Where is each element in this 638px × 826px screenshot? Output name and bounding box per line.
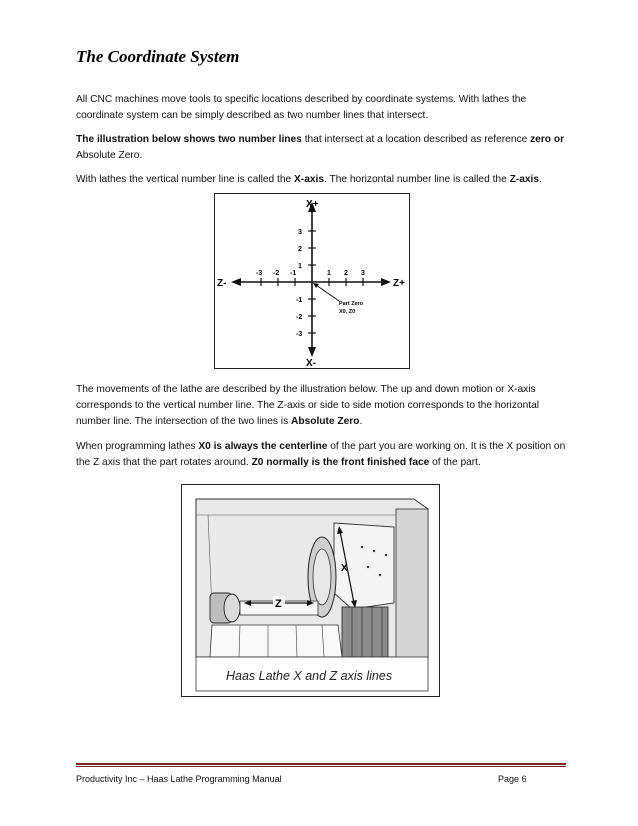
intro-paragraph bbox=[76, 92, 566, 124]
axes-text-2: . The horizontal number line is called the bbox=[324, 174, 510, 185]
footer-rule-thin bbox=[76, 766, 566, 767]
x-tick-label-neg3: -3 bbox=[296, 331, 303, 338]
x-axis-label: X bbox=[341, 563, 348, 574]
housing-bolt bbox=[379, 574, 381, 576]
x-tick-label-3: 3 bbox=[298, 229, 302, 236]
part-zero-label: Part Zero bbox=[339, 301, 364, 307]
number-lines-text: that intersect at a location described as reference bbox=[301, 134, 531, 145]
lathe-illustration bbox=[182, 485, 439, 696]
coordinate-diagram-figure bbox=[214, 193, 410, 369]
z-axis-bold: Z-axis bbox=[509, 174, 540, 185]
coordinate-diagram bbox=[215, 194, 409, 368]
z-minus-arrow bbox=[231, 278, 241, 286]
lathe-caption: Haas Lathe X and Z axis lines bbox=[226, 669, 393, 683]
lathe-door-panel bbox=[396, 509, 428, 659]
programming-text-1: When programming lathes bbox=[76, 441, 199, 452]
housing-bolt bbox=[385, 554, 387, 556]
x-tick-label-neg1: -1 bbox=[296, 297, 303, 304]
x-tick-label-neg2: -2 bbox=[296, 314, 303, 321]
x-minus-label: X- bbox=[306, 358, 316, 368]
tool-turret bbox=[342, 607, 388, 657]
z-plus-label: Z+ bbox=[393, 278, 405, 289]
number-lines-bold: The illustration below shows two number lines bbox=[76, 134, 302, 145]
page-title: The Coordinate System bbox=[76, 47, 240, 66]
z-tick-label-2: 2 bbox=[344, 270, 348, 277]
absolute-zero-text: Absolute Zero. bbox=[76, 150, 143, 161]
intro-text: All CNC machines move tools to specific locations described by coordinate systems. With lathes the coordinate system can be simply described as two number lines that intersect. bbox=[76, 94, 527, 121]
absolute-zero-bold: Absolute Zero bbox=[291, 416, 360, 427]
x-minus-arrow bbox=[308, 347, 316, 357]
housing-bolt bbox=[367, 566, 369, 568]
number-lines-paragraph bbox=[76, 132, 566, 164]
programming-text-2: of the part you are working on. It is the X position on the Z axis that the part rotates around. bbox=[76, 441, 566, 468]
axes-text-1: With lathes the vertical number line is called the bbox=[76, 174, 295, 185]
programming-text-3: of the part. bbox=[429, 457, 481, 468]
footer-page-number: Page 6 bbox=[498, 774, 527, 784]
z-tick-label-neg3: -3 bbox=[256, 270, 263, 277]
z-axis-label: Z bbox=[275, 598, 282, 610]
z-plus-arrow bbox=[381, 278, 391, 286]
part-zero-arrowhead bbox=[313, 283, 319, 288]
z-tick-label-3: 3 bbox=[361, 270, 365, 277]
x0-centerline-bold: X0 is always the centerline bbox=[198, 441, 328, 452]
movements-end: . bbox=[359, 416, 363, 427]
programming-paragraph bbox=[76, 439, 566, 471]
lathe-illustration-figure bbox=[181, 484, 440, 697]
z0-face-bold: Z0 normally is the front finished face bbox=[251, 457, 430, 468]
zero-or-bold: zero or bbox=[530, 134, 565, 145]
z-tick-label-neg2: -2 bbox=[273, 270, 280, 277]
housing-bolt bbox=[361, 546, 363, 548]
movements-paragraph bbox=[76, 382, 566, 430]
x-tick-label-2: 2 bbox=[298, 246, 302, 253]
chuck-face bbox=[313, 549, 331, 605]
z-tick-label-1: 1 bbox=[327, 270, 331, 277]
x-tick-label-1: 1 bbox=[298, 263, 302, 270]
tailstock-face bbox=[224, 594, 240, 622]
movements-text: The movements of the lathe are described by the illustration below. The up and down motion or X-axis corresponds to the vertical number line. The Z-axis or side to side motion corresponds to the horizontal number line. The intersection of the two lines is bbox=[76, 384, 540, 427]
footer-rule bbox=[76, 763, 566, 765]
part-zero-pointer bbox=[316, 285, 339, 301]
z-minus-label: Z- bbox=[217, 278, 227, 289]
x-axis-bold: X-axis bbox=[294, 174, 325, 185]
z-tick-label-neg1: -1 bbox=[290, 270, 297, 277]
axes-text-3: . bbox=[539, 174, 542, 185]
footer-manual-title: Productivity Inc – Haas Lathe Programming Manual bbox=[76, 774, 282, 784]
housing-bolt bbox=[373, 550, 375, 552]
x-plus-label: X+ bbox=[306, 199, 319, 210]
axes-paragraph bbox=[76, 172, 566, 188]
part-zero-coords: X0, Z0 bbox=[339, 309, 356, 315]
